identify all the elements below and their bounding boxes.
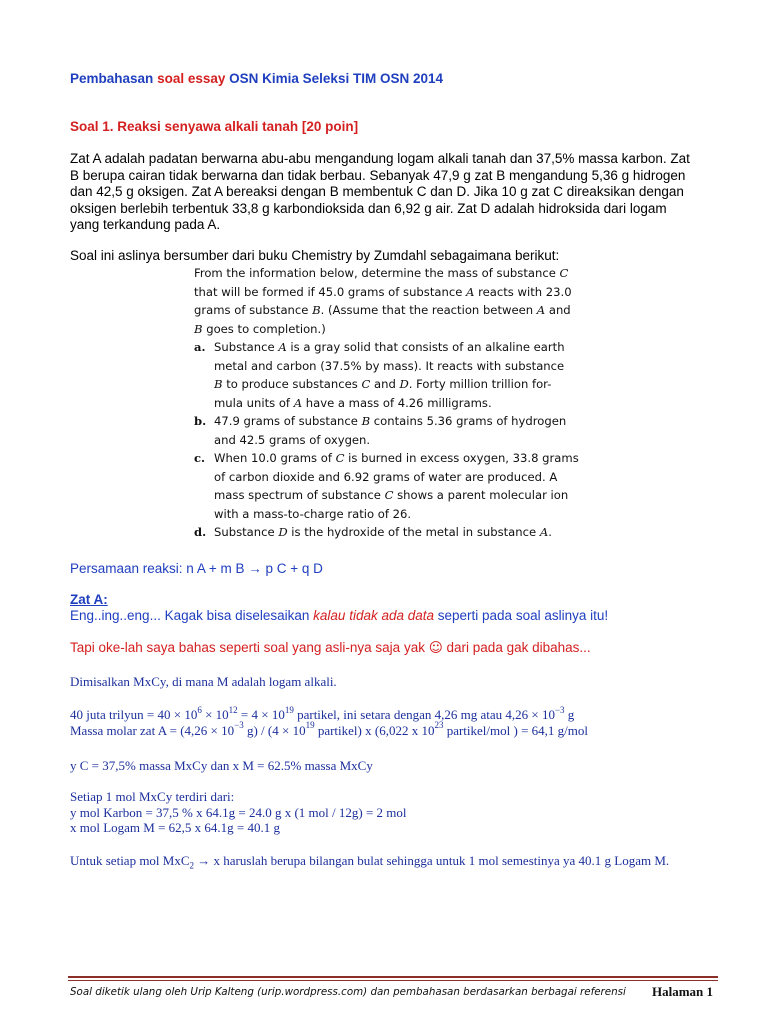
header-part1: Pembahasan xyxy=(70,71,154,86)
header-part3: OSN Kimia Seleksi TIM OSN 2014 xyxy=(229,71,443,86)
calc-juta-line: 40 juta trilyun = $40 \times 10^6 \times 10^{12} = 4 \times 10^{19}$ partikel, ini setara dengan 4,26 mg atau $4,26 \times 10^{-3}$ g xyxy=(70,704,575,722)
calc-block-2 xyxy=(70,789,407,836)
zat-a-heading: Zat A: xyxy=(70,592,108,607)
calc-ymol: y mol Karbon = 37,5 % x 64.1g = 24.0 g x (1 mol / 12g) = 2 mol xyxy=(70,804,407,820)
item-label: b. xyxy=(194,414,207,428)
page-number: Halaman 1 xyxy=(652,984,714,999)
calc-molar-line: Massa molar zat $A = (4,26 \times 10^{-3}$ $g) / (4 \times 10^{19}$ partikel) x (6,022 x $10^{23}$ partikel/mol ) = 64,1 g/mol xyxy=(70,720,588,738)
calc-block-1 xyxy=(70,704,588,738)
smiley-icon: ☺ xyxy=(428,640,443,656)
book-intro xyxy=(194,264,594,338)
footer-rule-thin xyxy=(68,980,718,981)
book-line: grams of substance B. (Assume that the reaction between A and xyxy=(194,303,571,317)
item-label: c. xyxy=(194,451,206,465)
soal1-line: yang terkandung pada A. xyxy=(70,217,221,232)
book-item-b: b. 47.9 grams of substance B contains 5.36 grams of hydrogen and 42.5 grams of oxygen. xyxy=(194,414,567,447)
book-line: that will be formed if 45.0 grams of substance A reacts with 23.0 xyxy=(194,284,572,299)
book-line: B goes to completion.) xyxy=(194,321,326,336)
zat-a-line2: Tapi oke-lah saya bahas seperti soal yang asli-nya saja yak ☺ dari pada gak dibahas... xyxy=(70,640,591,656)
textbook-excerpt xyxy=(194,264,594,542)
calc-dimisalkan: Dimisalkan MxCy, di mana M adalah logam alkali. xyxy=(70,674,337,689)
item-label: d. xyxy=(194,525,207,539)
book-line: From the information below, determine the mass of substance C xyxy=(194,266,569,280)
item-label: a. xyxy=(194,340,206,354)
source-note: Soal ini aslinya bersumber dari buku Chemistry by Zumdahl sebagaimana berikut: xyxy=(70,248,560,263)
soal1-line: oksigen berlebih terbentuk 33,8 g karbondioksida dan 6,92 g air. Zat D adalah hidroksida dari logam xyxy=(70,200,667,216)
calc-xmol: x mol Logam M = 62,5 x 64.1g = 40.1 g xyxy=(70,820,281,835)
book-item-d: d. Substance D is the hydroxide of the metal in substance A. xyxy=(194,523,594,542)
soal1-line: dan 42,5 g oksigen. Zat A bereaksi dengan B membentuk C dan D. Jika 10 g zat C direaksikan dengan xyxy=(70,184,684,199)
book-item-a: a. Substance A is a gray solid that consists of an alkaline earth metal and carbon (37.5% by mass). It reacts with substance B to produce substances C and D. Forty million trillion for- mula units of A have a mass of 4.26 milligrams. xyxy=(194,340,565,410)
header-part2: soal essay xyxy=(157,71,226,86)
book-item-c: c. When 10.0 grams of C is burned in excess oxygen, 33.8 grams of carbon dioxide and 6.92 grams of water are produced. A mass spectrum of substance C shows a parent molecular ion with a mass-to-charge ratio of 26. xyxy=(194,451,579,521)
soal1-line: B berupa cairan tidak berwarna dan tidak berbau. Sebanyak 47,9 g zat B mengandung 5,36 g hidrogen xyxy=(70,167,686,183)
calc-untuk: Untuk setiap mol MxC$_2$ → x haruslah berupa bilangan bulat sehingga untuk 1 mol semestinya ya 40.1 g Logam M. xyxy=(70,853,670,871)
footer-credit: Soal diketik ulang oleh Urip Kalteng (urip.wordpress.com) dan pembahasan berdasarkan berbagai referensi xyxy=(70,986,626,998)
calc-setiap: Setiap 1 mol MxCy terdiri dari: xyxy=(70,789,235,804)
footer-rule xyxy=(68,976,718,978)
zat-a-line1: Eng..ing..eng... Kagak bisa diselesaikan kalau tidak ada data seperti pada soal aslinya itu! xyxy=(70,608,609,623)
page-header xyxy=(70,71,443,88)
soal1-title: Soal 1. Reaksi senyawa alkali tanah [20 poin] xyxy=(70,119,359,134)
calc-yc: y C = 37,5% massa MxCy dan x M = 62.5% massa MxCy xyxy=(70,758,373,773)
reaction-equation: Persamaan reaksi: n A + m B → p C + q D xyxy=(70,561,323,576)
soal1-line: Zat A adalah padatan berwarna abu-abu mengandung logam alkali tanah dan 37,5% massa karbon. Zat xyxy=(70,151,690,166)
soal1-paragraph xyxy=(70,151,690,234)
